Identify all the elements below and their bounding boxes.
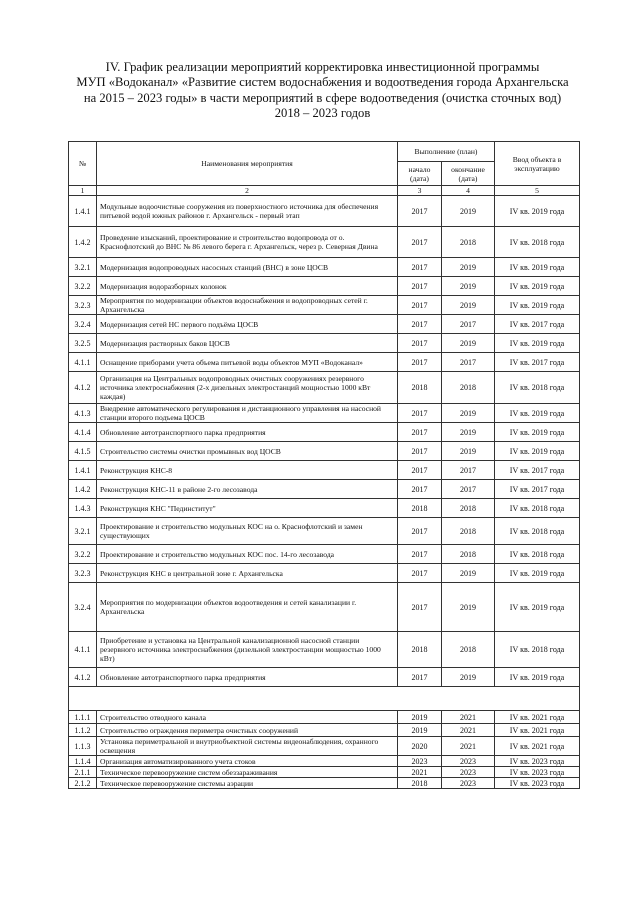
title-line-2: МУП «Водоканал» «Развитие систем водоснабжения и водоотведения города Архангельска xyxy=(76,75,569,90)
cell-start: 2017 xyxy=(398,583,442,632)
table-row xyxy=(69,480,580,499)
cell-name: Проведение изысканий, проектирование и строительство водопровода от о. Краснофлотский до ВНС № 86 левого берега г. Архангельск, через р. Северная Двина xyxy=(97,227,398,258)
cell-end: 2019 xyxy=(442,564,495,583)
header-execution: Выполнение (план) xyxy=(398,142,495,162)
title-line-3: на 2015 – 2023 годы» в части мероприятий в сфере водоотведения (очистка сточных вод) xyxy=(83,90,562,105)
cell-commissioning: IV кв. 2019 года xyxy=(495,442,580,461)
table-row xyxy=(69,724,580,737)
cell-commissioning: IV кв. 2021 года xyxy=(495,724,580,737)
table-row xyxy=(69,583,580,632)
cell-name: Модернизация водоразборных колонок xyxy=(97,277,398,296)
cell-end: 2019 xyxy=(442,442,495,461)
cell-start: 2017 xyxy=(398,480,442,499)
cell-start: 2017 xyxy=(398,404,442,423)
cell-start: 2017 xyxy=(398,315,442,334)
cell-name: Реконструкция КНС-8 xyxy=(97,461,398,480)
cell-commissioning: IV кв. 2018 года xyxy=(495,372,580,404)
title-line-4: 2018 – 2023 годов xyxy=(274,106,371,121)
table-row xyxy=(69,756,580,767)
title-line-1: IV. График реализации мероприятий корректировка инвестиционной программы xyxy=(105,60,540,74)
cell-commissioning: IV кв. 2018 года xyxy=(495,227,580,258)
table-row xyxy=(69,423,580,442)
cell-start: 2021 xyxy=(398,767,442,778)
cell-name: Модернизация растворных баков ЦОСВ xyxy=(97,334,398,353)
table-body-section-a xyxy=(69,196,580,687)
cell-commissioning: IV кв. 2017 года xyxy=(495,480,580,499)
cell-start: 2018 xyxy=(398,632,442,668)
cell-name: Проектирование и строительство модульных КОС на о. Краснофлотский и замен существующих xyxy=(97,518,398,545)
header-commissioning: Ввод объекта в эксплуатацию xyxy=(495,142,580,186)
cell-commissioning: IV кв. 2021 года xyxy=(495,737,580,756)
document-title xyxy=(40,60,605,122)
cell-end: 2018 xyxy=(442,632,495,668)
cell-end: 2019 xyxy=(442,296,495,315)
table-row xyxy=(69,564,580,583)
cell-number: 1.1.4 xyxy=(69,756,97,767)
cell-commissioning: IV кв. 2018 года xyxy=(495,545,580,564)
cell-start: 2017 xyxy=(398,334,442,353)
cell-name: Техническое перевооружение системы аэрации xyxy=(97,778,398,789)
cell-number: 3.2.1 xyxy=(69,518,97,545)
table-row xyxy=(69,296,580,315)
cell-name: Строительство ограждения периметра очистных сооружений xyxy=(97,724,398,737)
cell-name: Обновление автотранспортного парка предприятия xyxy=(97,423,398,442)
table-row xyxy=(69,518,580,545)
cell-start: 2017 xyxy=(398,196,442,227)
cell-commissioning: IV кв. 2018 года xyxy=(495,499,580,518)
cell-end: 2017 xyxy=(442,315,495,334)
cell-number: 3.2.4 xyxy=(69,315,97,334)
table-body-section-b xyxy=(69,711,580,789)
cell-name: Модернизация водопроводных насосных станций (ВНС) в зоне ЦОСВ xyxy=(97,258,398,277)
cell-commissioning: IV кв. 2019 года xyxy=(495,196,580,227)
cell-name: Модульные водоочистные сооружения из поверхностного источника для обеспечения питьевой водой южных районов г. Архангельск - первый этап xyxy=(97,196,398,227)
cell-end: 2019 xyxy=(442,196,495,227)
cell-end: 2018 xyxy=(442,518,495,545)
cell-number: 1.4.1 xyxy=(69,196,97,227)
cell-commissioning: IV кв. 2017 года xyxy=(495,353,580,372)
table-spacer xyxy=(69,687,580,711)
table-row xyxy=(69,227,580,258)
cell-commissioning: IV кв. 2019 года xyxy=(495,564,580,583)
cell-number: 1.1.2 xyxy=(69,724,97,737)
cell-start: 2017 xyxy=(398,518,442,545)
cell-end: 2018 xyxy=(442,372,495,404)
header-col-number: 2 xyxy=(97,186,398,196)
cell-name: Приобретение и установка на Центральной канализационной насосной станции резервного источника электроснабжения (дизельной электростанции мощностью 1000 кВт) xyxy=(97,632,398,668)
cell-number: 2.1.2 xyxy=(69,778,97,789)
header-name: Наименования мероприятия xyxy=(97,142,398,186)
cell-name: Реконструкция КНС в центральной зоне г. Архангельска xyxy=(97,564,398,583)
cell-commissioning: IV кв. 2019 года xyxy=(495,404,580,423)
table-row xyxy=(69,353,580,372)
cell-name: Внедрение автоматического регулирования и дистанционного управления на насосной станции второго подъема ЦОСВ xyxy=(97,404,398,423)
table-row xyxy=(69,668,580,687)
cell-name: Реконструкция КНС-11 в районе 2-го лесозавода xyxy=(97,480,398,499)
header-col-number: 1 xyxy=(69,186,97,196)
cell-name: Реконструкция КНС "Пединститут" xyxy=(97,499,398,518)
cell-commissioning: IV кв. 2019 года xyxy=(495,334,580,353)
cell-name: Мероприятия по модернизации объектов водоотведения и сетей канализации г. Архангельска xyxy=(97,583,398,632)
cell-start: 2020 xyxy=(398,737,442,756)
cell-name: Организация на Центральных водопроводных очистных сооружениях резервного источника электроснабжения (2-х дизельных электростанций мощностью 1000 кВт каждая) xyxy=(97,372,398,404)
cell-start: 2017 xyxy=(398,461,442,480)
cell-start: 2017 xyxy=(398,353,442,372)
cell-start: 2017 xyxy=(398,545,442,564)
cell-end: 2019 xyxy=(442,258,495,277)
empty-cell xyxy=(69,687,580,711)
cell-commissioning: IV кв. 2019 года xyxy=(495,258,580,277)
table-row xyxy=(69,315,580,334)
schedule-table xyxy=(68,141,580,789)
cell-end: 2023 xyxy=(442,767,495,778)
cell-name: Проектирование и строительство модульных КОС пос. 14-го лесозавода xyxy=(97,545,398,564)
cell-end: 2023 xyxy=(442,778,495,789)
table-row xyxy=(69,632,580,668)
cell-end: 2017 xyxy=(442,353,495,372)
cell-start: 2019 xyxy=(398,711,442,724)
cell-number: 1.1.1 xyxy=(69,711,97,724)
cell-commissioning: IV кв. 2018 года xyxy=(495,632,580,668)
cell-number: 4.1.5 xyxy=(69,442,97,461)
table-row xyxy=(69,334,580,353)
header-col-number: 4 xyxy=(442,186,495,196)
cell-start: 2017 xyxy=(398,564,442,583)
cell-number: 4.1.2 xyxy=(69,668,97,687)
table-row xyxy=(69,737,580,756)
table-row xyxy=(69,277,580,296)
cell-commissioning: IV кв. 2017 года xyxy=(495,315,580,334)
cell-number: 3.2.3 xyxy=(69,564,97,583)
table-row xyxy=(69,196,580,227)
cell-name: Техническое перевооружение систем обеззараживания xyxy=(97,767,398,778)
cell-start: 2017 xyxy=(398,277,442,296)
cell-start: 2018 xyxy=(398,499,442,518)
cell-number: 4.1.2 xyxy=(69,372,97,404)
cell-start: 2019 xyxy=(398,724,442,737)
cell-end: 2019 xyxy=(442,668,495,687)
cell-start: 2017 xyxy=(398,442,442,461)
cell-name: Организация автоматизированного учета стоков xyxy=(97,756,398,767)
table-row xyxy=(69,258,580,277)
cell-number: 1.1.3 xyxy=(69,737,97,756)
cell-end: 2019 xyxy=(442,583,495,632)
cell-commissioning: IV кв. 2021 года xyxy=(495,711,580,724)
cell-start: 2017 xyxy=(398,668,442,687)
cell-end: 2019 xyxy=(442,404,495,423)
table-row xyxy=(69,767,580,778)
cell-number: 1.4.2 xyxy=(69,480,97,499)
cell-commissioning: IV кв. 2023 года xyxy=(495,756,580,767)
cell-commissioning: IV кв. 2018 года xyxy=(495,518,580,545)
cell-end: 2023 xyxy=(442,756,495,767)
table-row xyxy=(69,778,580,789)
cell-name: Модернизация сетей НС первого подъёма ЦОСВ xyxy=(97,315,398,334)
cell-end: 2021 xyxy=(442,711,495,724)
header-no: № xyxy=(69,142,97,186)
header-col-number: 3 xyxy=(398,186,442,196)
table-row xyxy=(69,499,580,518)
cell-end: 2017 xyxy=(442,461,495,480)
cell-commissioning: IV кв. 2019 года xyxy=(495,423,580,442)
cell-start: 2017 xyxy=(398,227,442,258)
cell-number: 4.1.4 xyxy=(69,423,97,442)
cell-commissioning: IV кв. 2019 года xyxy=(495,296,580,315)
cell-commissioning: IV кв. 2017 года xyxy=(495,461,580,480)
cell-number: 3.2.3 xyxy=(69,296,97,315)
table-row xyxy=(69,545,580,564)
cell-end: 2018 xyxy=(442,227,495,258)
cell-commissioning: IV кв. 2019 года xyxy=(495,583,580,632)
header-col-number: 5 xyxy=(495,186,580,196)
cell-end: 2019 xyxy=(442,334,495,353)
cell-end: 2018 xyxy=(442,499,495,518)
cell-start: 2018 xyxy=(398,372,442,404)
cell-commissioning: IV кв. 2019 года xyxy=(495,277,580,296)
cell-name: Мероприятия по модернизации объектов водоснабжения и водопроводных сетей г. Архангельска xyxy=(97,296,398,315)
cell-commissioning: IV кв. 2019 года xyxy=(495,668,580,687)
cell-end: 2017 xyxy=(442,480,495,499)
cell-end: 2019 xyxy=(442,277,495,296)
cell-name: Установка периметральной и внутриобъектной системы видеонаблюдения, охранного освещения xyxy=(97,737,398,756)
cell-name: Оснащение приборами учета объема питьевой воды объектов МУП «Водоканал» xyxy=(97,353,398,372)
header-start: начало (дата) xyxy=(398,162,442,186)
cell-number: 3.2.4 xyxy=(69,583,97,632)
header-end: окончание (дата) xyxy=(442,162,495,186)
empty-row xyxy=(69,687,580,711)
table-row xyxy=(69,461,580,480)
table-row xyxy=(69,372,580,404)
cell-end: 2019 xyxy=(442,423,495,442)
cell-start: 2017 xyxy=(398,423,442,442)
cell-number: 3.2.2 xyxy=(69,545,97,564)
cell-start: 2017 xyxy=(398,258,442,277)
cell-name: Строительство системы очистки промывных вод ЦОСВ xyxy=(97,442,398,461)
cell-number: 3.2.5 xyxy=(69,334,97,353)
table-row xyxy=(69,404,580,423)
cell-start: 2018 xyxy=(398,778,442,789)
cell-number: 4.1.3 xyxy=(69,404,97,423)
cell-start: 2023 xyxy=(398,756,442,767)
cell-number: 3.2.2 xyxy=(69,277,97,296)
cell-number: 1.4.2 xyxy=(69,227,97,258)
cell-number: 4.1.1 xyxy=(69,632,97,668)
table-row xyxy=(69,711,580,724)
cell-end: 2018 xyxy=(442,545,495,564)
cell-name: Строительство отводного канала xyxy=(97,711,398,724)
cell-number: 2.1.1 xyxy=(69,767,97,778)
cell-start: 2017 xyxy=(398,296,442,315)
table-row xyxy=(69,442,580,461)
cell-commissioning: IV кв. 2023 года xyxy=(495,767,580,778)
cell-end: 2021 xyxy=(442,737,495,756)
cell-name: Обновление автотранспортного парка предприятия xyxy=(97,668,398,687)
cell-number: 1.4.1 xyxy=(69,461,97,480)
cell-commissioning: IV кв. 2023 года xyxy=(495,778,580,789)
cell-number: 1.4.3 xyxy=(69,499,97,518)
cell-number: 4.1.1 xyxy=(69,353,97,372)
cell-end: 2021 xyxy=(442,724,495,737)
cell-number: 3.2.1 xyxy=(69,258,97,277)
